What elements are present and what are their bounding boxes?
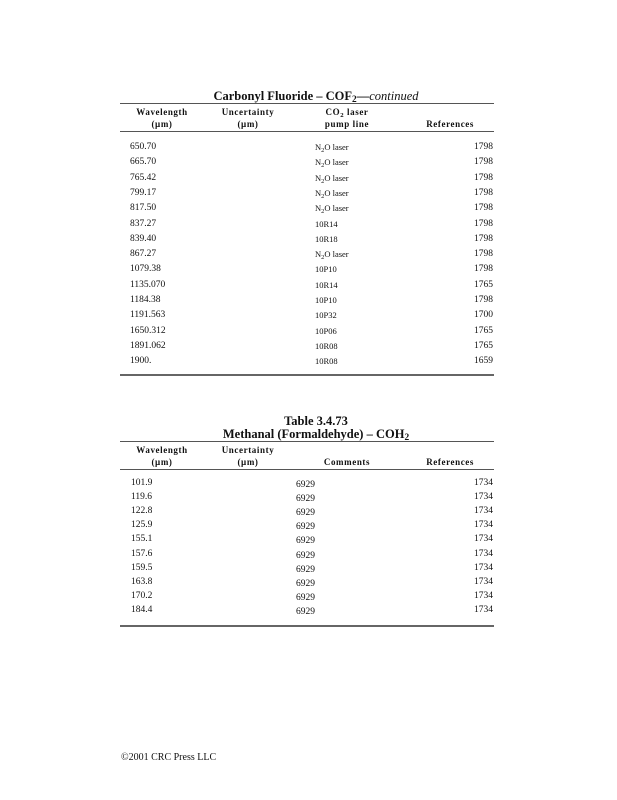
table1-cell-reference: 1798 <box>474 157 493 167</box>
table2-cell-wavelength: 125.9 <box>131 520 153 530</box>
table1-cell-pump-line: 10R08 <box>315 356 338 366</box>
table2-cell-comment: 6929 <box>296 565 315 575</box>
table1-cell-reference: 1765 <box>474 326 493 336</box>
table1-cell-reference: 1798 <box>474 234 493 244</box>
table2-header-references: References <box>426 457 474 467</box>
table1-bottom-rule <box>120 374 494 376</box>
table1-header-wavelength: Wavelength (µm) <box>136 107 188 129</box>
table1-cell-wavelength: 1891.062 <box>130 341 166 351</box>
table2-header-wavelength: Wavelength (µm) <box>136 445 188 467</box>
table2-cell-wavelength: 101.9 <box>131 478 153 488</box>
table2-cell-comment: 6929 <box>296 551 315 561</box>
table2-cell-reference: 1734 <box>474 563 493 573</box>
table2-header-rule <box>120 469 494 470</box>
table1-cell-reference: 1798 <box>474 203 493 213</box>
table2-top-rule <box>120 441 494 442</box>
table1-cell-reference: 1798 <box>474 249 493 259</box>
table1-cell-reference: 1798 <box>474 219 493 229</box>
table1-cell-wavelength: 867.27 <box>130 249 157 259</box>
table1-cell-wavelength: 650.70 <box>130 142 157 152</box>
table2-header-uncertainty: Uncertainty (µm) <box>221 445 275 467</box>
table2-cell-reference: 1734 <box>474 577 493 587</box>
table1-cell-reference: 1798 <box>474 188 493 198</box>
table2-header-comments: Comments <box>323 457 371 467</box>
table1-cell-pump-line: 10R18 <box>315 234 338 244</box>
table1-cell-reference: 1798 <box>474 173 493 183</box>
table1-title-continued: continued <box>369 89 419 103</box>
table1-cell-pump-line: 10P10 <box>315 295 337 305</box>
table2-cell-comment: 6929 <box>296 508 315 518</box>
table1-cell-pump-line: 10P32 <box>315 310 337 320</box>
table2-cell-comment: 6929 <box>296 607 315 617</box>
table2-cell-wavelength: 170.2 <box>131 591 153 601</box>
table1-cell-reference: 1798 <box>474 142 493 152</box>
table1-cell-pump-line: 10P10 <box>315 264 337 274</box>
table2-cell-reference: 1734 <box>474 549 493 559</box>
table1-cell-wavelength: 1135.070 <box>130 280 166 290</box>
table1-header-uncertainty: Uncertainty (µm) <box>221 107 275 129</box>
table2-cell-wavelength: 163.8 <box>131 577 153 587</box>
table1-cell-wavelength: 1900. <box>130 356 152 366</box>
table2-cell-reference: 1734 <box>474 605 493 615</box>
table2-cell-wavelength: 155.1 <box>131 534 153 544</box>
table1-cell-wavelength: 1079.38 <box>130 264 161 274</box>
table2-cell-comment: 6929 <box>296 494 315 504</box>
copyright-footer: ©2001 CRC Press LLC <box>121 752 217 763</box>
table1-top-rule <box>120 103 494 104</box>
table2-cell-reference: 1734 <box>474 591 493 601</box>
table1-cell-pump-line: $N_2O$ laser <box>315 157 349 169</box>
table1-cell-pump-line: 10R14 <box>315 219 338 229</box>
table1-cell-reference: 1659 <box>474 356 493 366</box>
table1-cell-wavelength: 839.40 <box>130 234 157 244</box>
table1-cell-wavelength: 817.50 <box>130 203 157 213</box>
table1-cell-reference: 1765 <box>474 341 493 351</box>
table1-cell-reference: 1798 <box>474 264 493 274</box>
table2-cell-reference: 1734 <box>474 534 493 544</box>
table2-cell-wavelength: 159.5 <box>131 563 153 573</box>
table2-cell-comment: 6929 <box>296 579 315 589</box>
table2-cell-wavelength: 157.6 <box>131 549 153 559</box>
table1-cell-wavelength: 765.42 <box>130 173 157 183</box>
table2-cell-wavelength: 119.6 <box>131 492 153 502</box>
table2-cell-reference: 1734 <box>474 520 493 530</box>
table2-cell-wavelength: 184.4 <box>131 605 153 615</box>
table1-cell-wavelength: 1650.312 <box>130 326 166 336</box>
table1-cell-pump-line: $N_2O$ laser <box>315 173 349 185</box>
table1-cell-wavelength: 799.17 <box>130 188 157 198</box>
table2-cell-reference: 1734 <box>474 506 493 516</box>
table2-cell-comment: 6929 <box>296 593 315 603</box>
table1-cell-wavelength: 1191.563 <box>130 310 166 320</box>
table1-title: Carbonyl Fluoride – $COF_2—continued$ <box>213 89 419 105</box>
table2-bottom-rule <box>120 625 494 627</box>
table2-cell-reference: 1734 <box>474 478 493 488</box>
table1-header-rule <box>120 131 494 132</box>
table1-cell-pump-line: 10R08 <box>315 341 338 351</box>
table1-header-pump-line: $CO_2$ laser pump line <box>324 107 370 129</box>
table2-cell-wavelength: 122.8 <box>131 506 153 516</box>
table1-cell-pump-line: $N_2O$ laser <box>315 188 349 200</box>
table1-cell-pump-line: 10P06 <box>315 326 337 336</box>
table1-cell-reference: 1798 <box>474 295 493 305</box>
table2-cell-comment: 6929 <box>296 480 315 490</box>
table2-label: Table 3.4.73 <box>284 414 348 428</box>
table1-cell-wavelength: 665.70 <box>130 157 157 167</box>
table1-cell-pump-line: $N_2O$ laser <box>315 142 349 154</box>
table1-cell-reference: 1765 <box>474 280 493 290</box>
table1-cell-wavelength: 1184.38 <box>130 295 161 305</box>
table1-cell-wavelength: 837.27 <box>130 219 157 229</box>
table2-title: Methanal (Formaldehyde) – $COH_2$ <box>222 427 410 443</box>
table2-cell-reference: 1734 <box>474 492 493 502</box>
table2-cell-comment: 6929 <box>296 522 315 532</box>
table1-cell-pump-line: 10R14 <box>315 280 338 290</box>
table1-header-references: References <box>426 119 474 129</box>
table1-cell-reference: 1700 <box>474 310 493 320</box>
table1-cell-pump-line: $N_2O$ laser <box>315 203 349 215</box>
table2-cell-comment: 6929 <box>296 536 315 546</box>
table1-cell-pump-line: $N_2O$ laser <box>315 249 349 261</box>
